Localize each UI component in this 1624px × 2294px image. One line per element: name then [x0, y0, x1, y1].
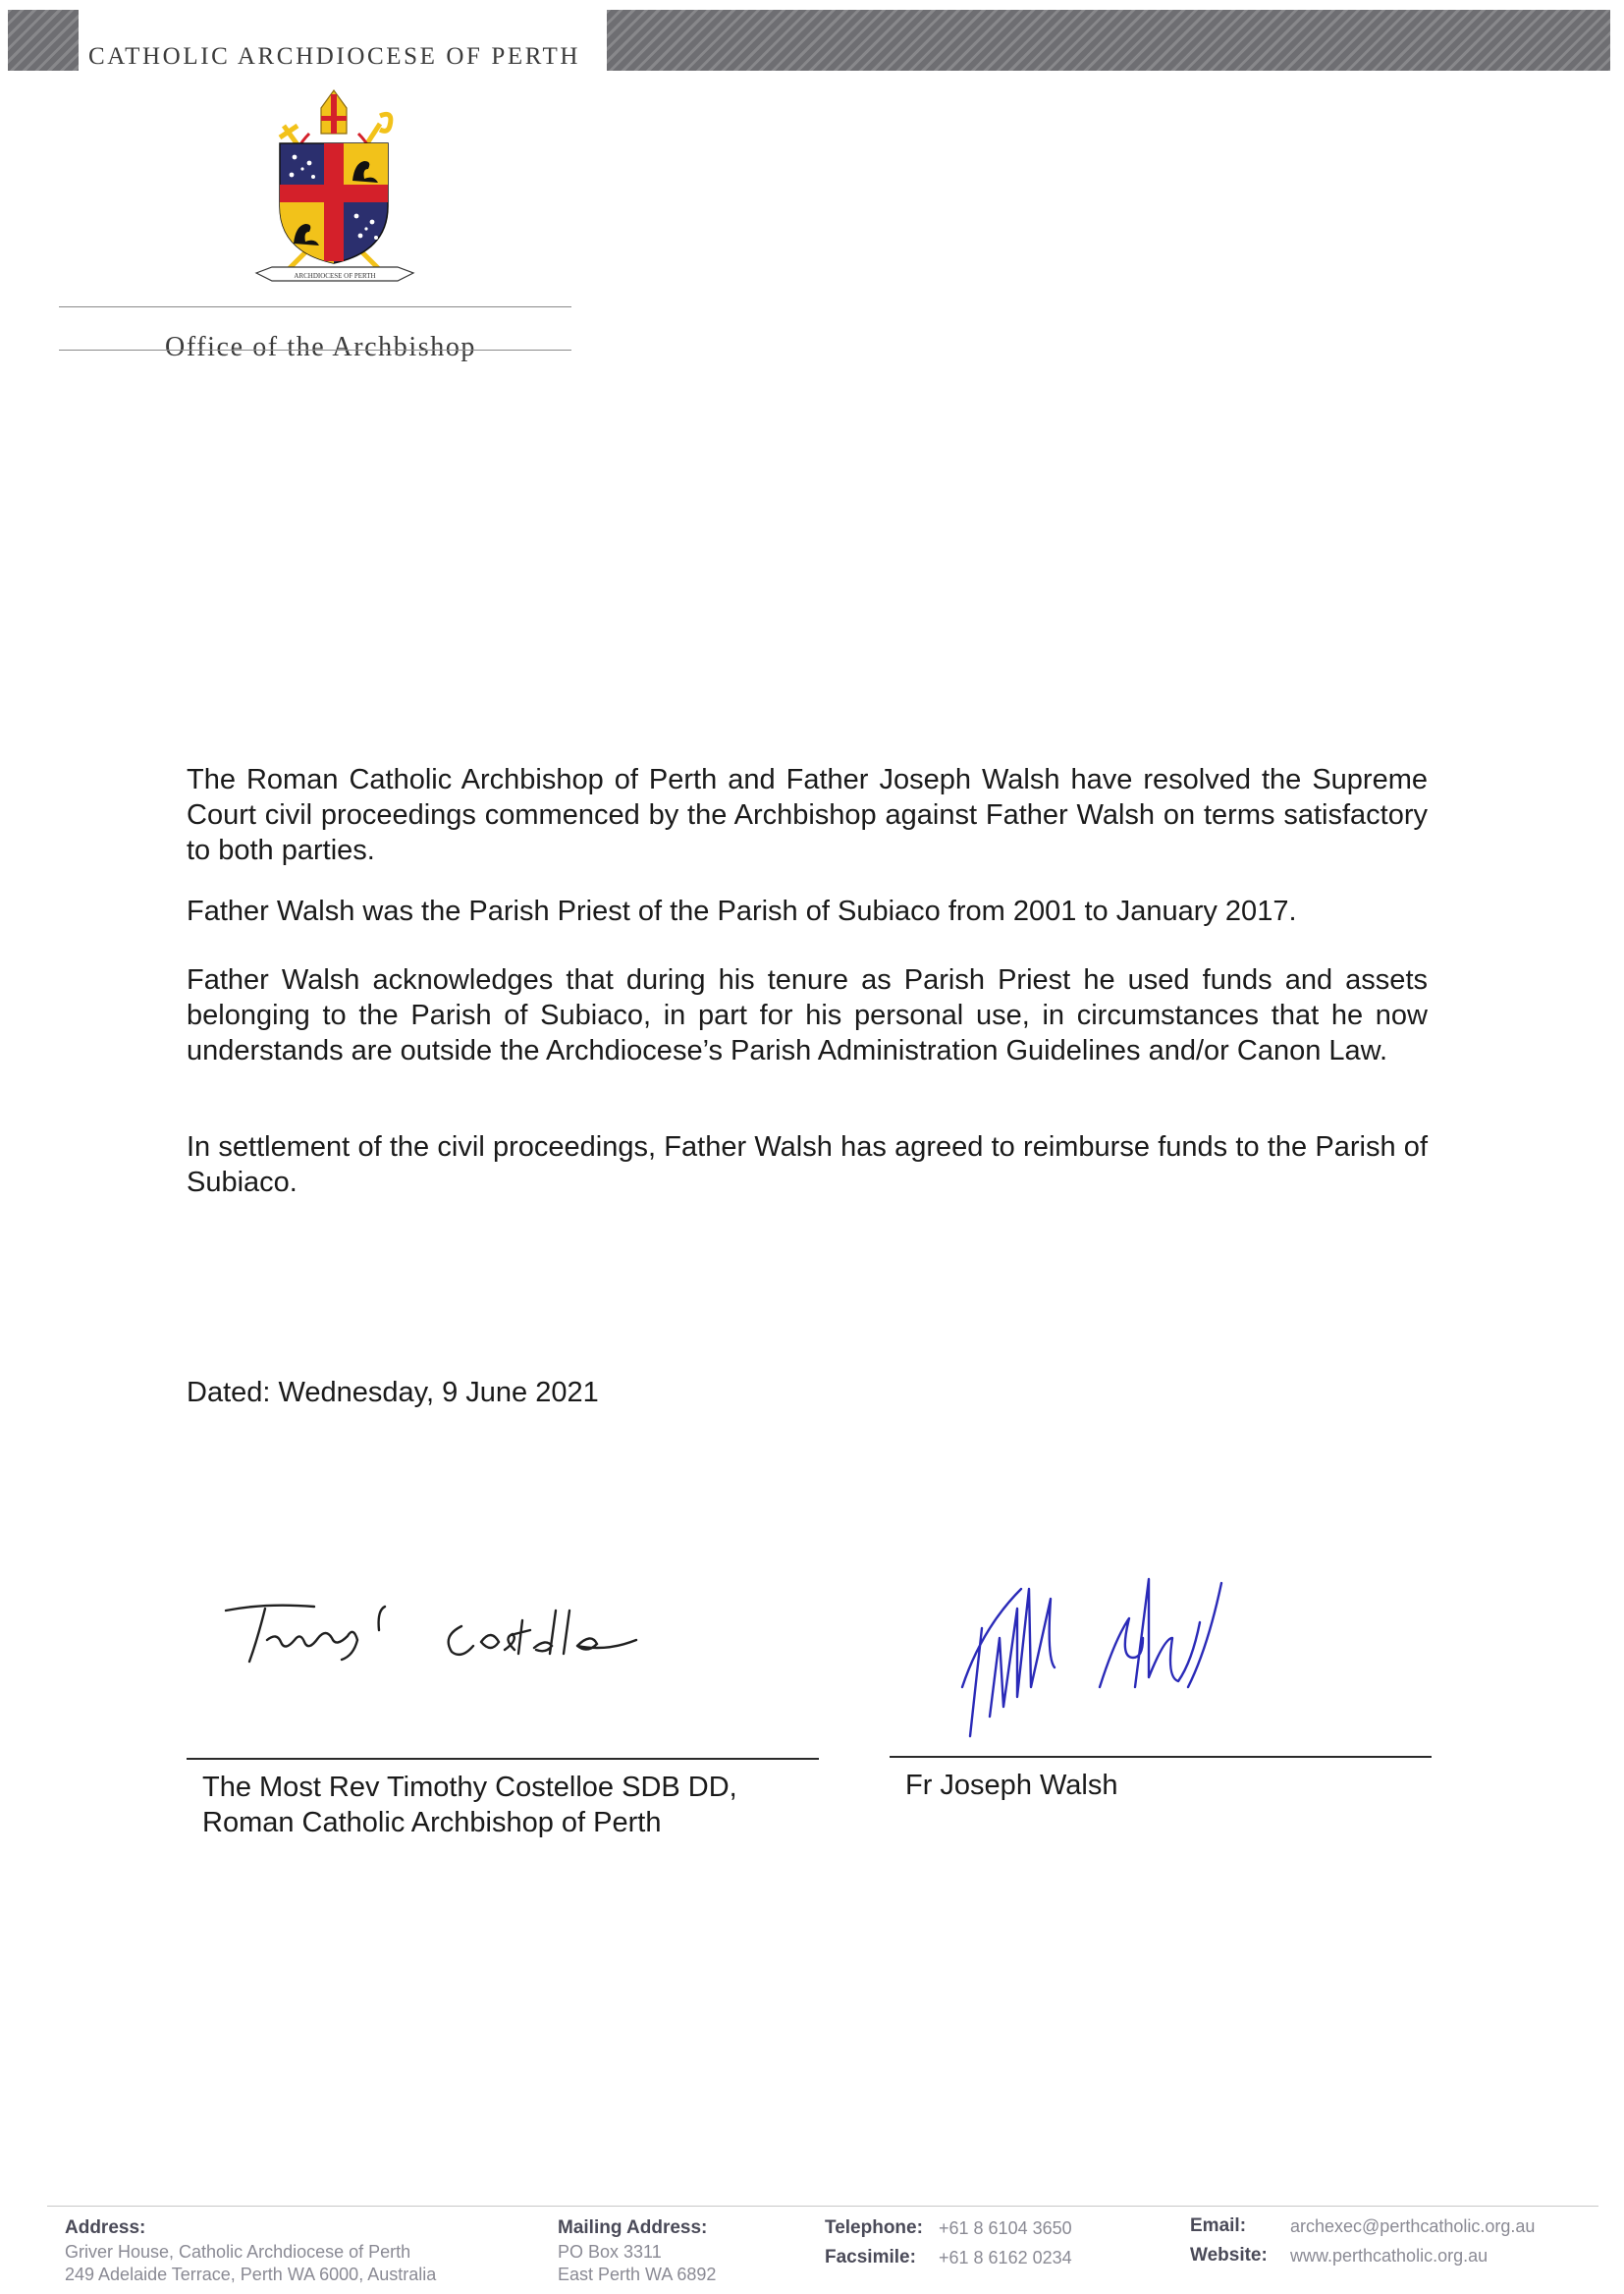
footer-email[interactable]: archexec@perthcatholic.org.au — [1290, 2216, 1536, 2236]
archbishop-signature — [206, 1581, 658, 1679]
footer-address-label: Address: — [65, 2217, 146, 2238]
footer-mailing-line2: East Perth WA 6892 — [558, 2265, 717, 2284]
footer-website[interactable]: www.perthcatholic.org.au — [1290, 2246, 1489, 2266]
signature-line-archbishop — [187, 1758, 819, 1760]
archbishop-name: The Most Rev Timothy Costelloe SDB DD, — [202, 1772, 737, 1803]
archbishop-title: Roman Catholic Archbishop of Perth — [202, 1807, 662, 1838]
header-band-right — [607, 10, 1610, 71]
header-rule-top — [59, 306, 571, 307]
walsh-name: Fr Joseph Walsh — [905, 1770, 1118, 1801]
dated-line: Dated: Wednesday, 9 June 2021 — [187, 1377, 599, 1408]
footer-rule — [47, 2206, 1598, 2207]
office-title: Office of the Archbishop — [165, 332, 477, 362]
footer-telephone-label: Telephone: — [825, 2217, 923, 2238]
footer-email-label: Email: — [1190, 2215, 1247, 2236]
paragraph-tenure: Father Walsh was the Parish Priest of the Parish of Subiaco from 2001 to January 2017. — [187, 896, 1297, 927]
paragraph-acknowledgement: Father Walsh acknowledges that during his tenure as Parish Priest he used funds and assets belonging to the Parish of Subiaco, in part for his personal use, in circumstances that he now understands are outside the Archdiocese’s Parish Administration Guidelines and/or Canon Law. — [187, 964, 1428, 1066]
footer-facsimile: +61 8 6162 0234 — [939, 2248, 1072, 2267]
footer-mailing-line1: PO Box 3311 — [558, 2242, 662, 2262]
footer-address-line1: Griver House, Catholic Archdiocese of Perth — [65, 2242, 411, 2262]
header-rule-bottom — [59, 350, 571, 351]
footer-mailing-label: Mailing Address: — [558, 2217, 708, 2238]
header-band-left — [8, 10, 79, 71]
footer-facsimile-label: Facsimile: — [825, 2247, 916, 2267]
paragraph-settlement: In settlement of the civil proceedings, Father Walsh has agreed to reimburse funds to the Parish of Subiaco. — [187, 1131, 1428, 1198]
signature-line-walsh — [890, 1756, 1432, 1758]
organization-name: CATHOLIC ARCHDIOCESE OF PERTH — [88, 43, 581, 70]
walsh-signature — [943, 1569, 1276, 1766]
footer-telephone: +61 8 6104 3650 — [939, 2218, 1072, 2238]
paragraph-resolution: The Roman Catholic Archbishop of Perth and Father Joseph Walsh have resolved the Supreme Court civil proceedings commenced by the Archbishop against Father Walsh on terms satisfactory to both parties. — [187, 764, 1428, 866]
footer-website-label: Website: — [1190, 2245, 1268, 2266]
archdiocese-crest-logo — [250, 86, 417, 293]
footer-address-line2: 249 Adelaide Terrace, Perth WA 6000, Australia — [65, 2265, 437, 2284]
svg-text:ARCHDIOCESE OF PERTH: ARCHDIOCESE OF PERTH — [294, 272, 376, 280]
